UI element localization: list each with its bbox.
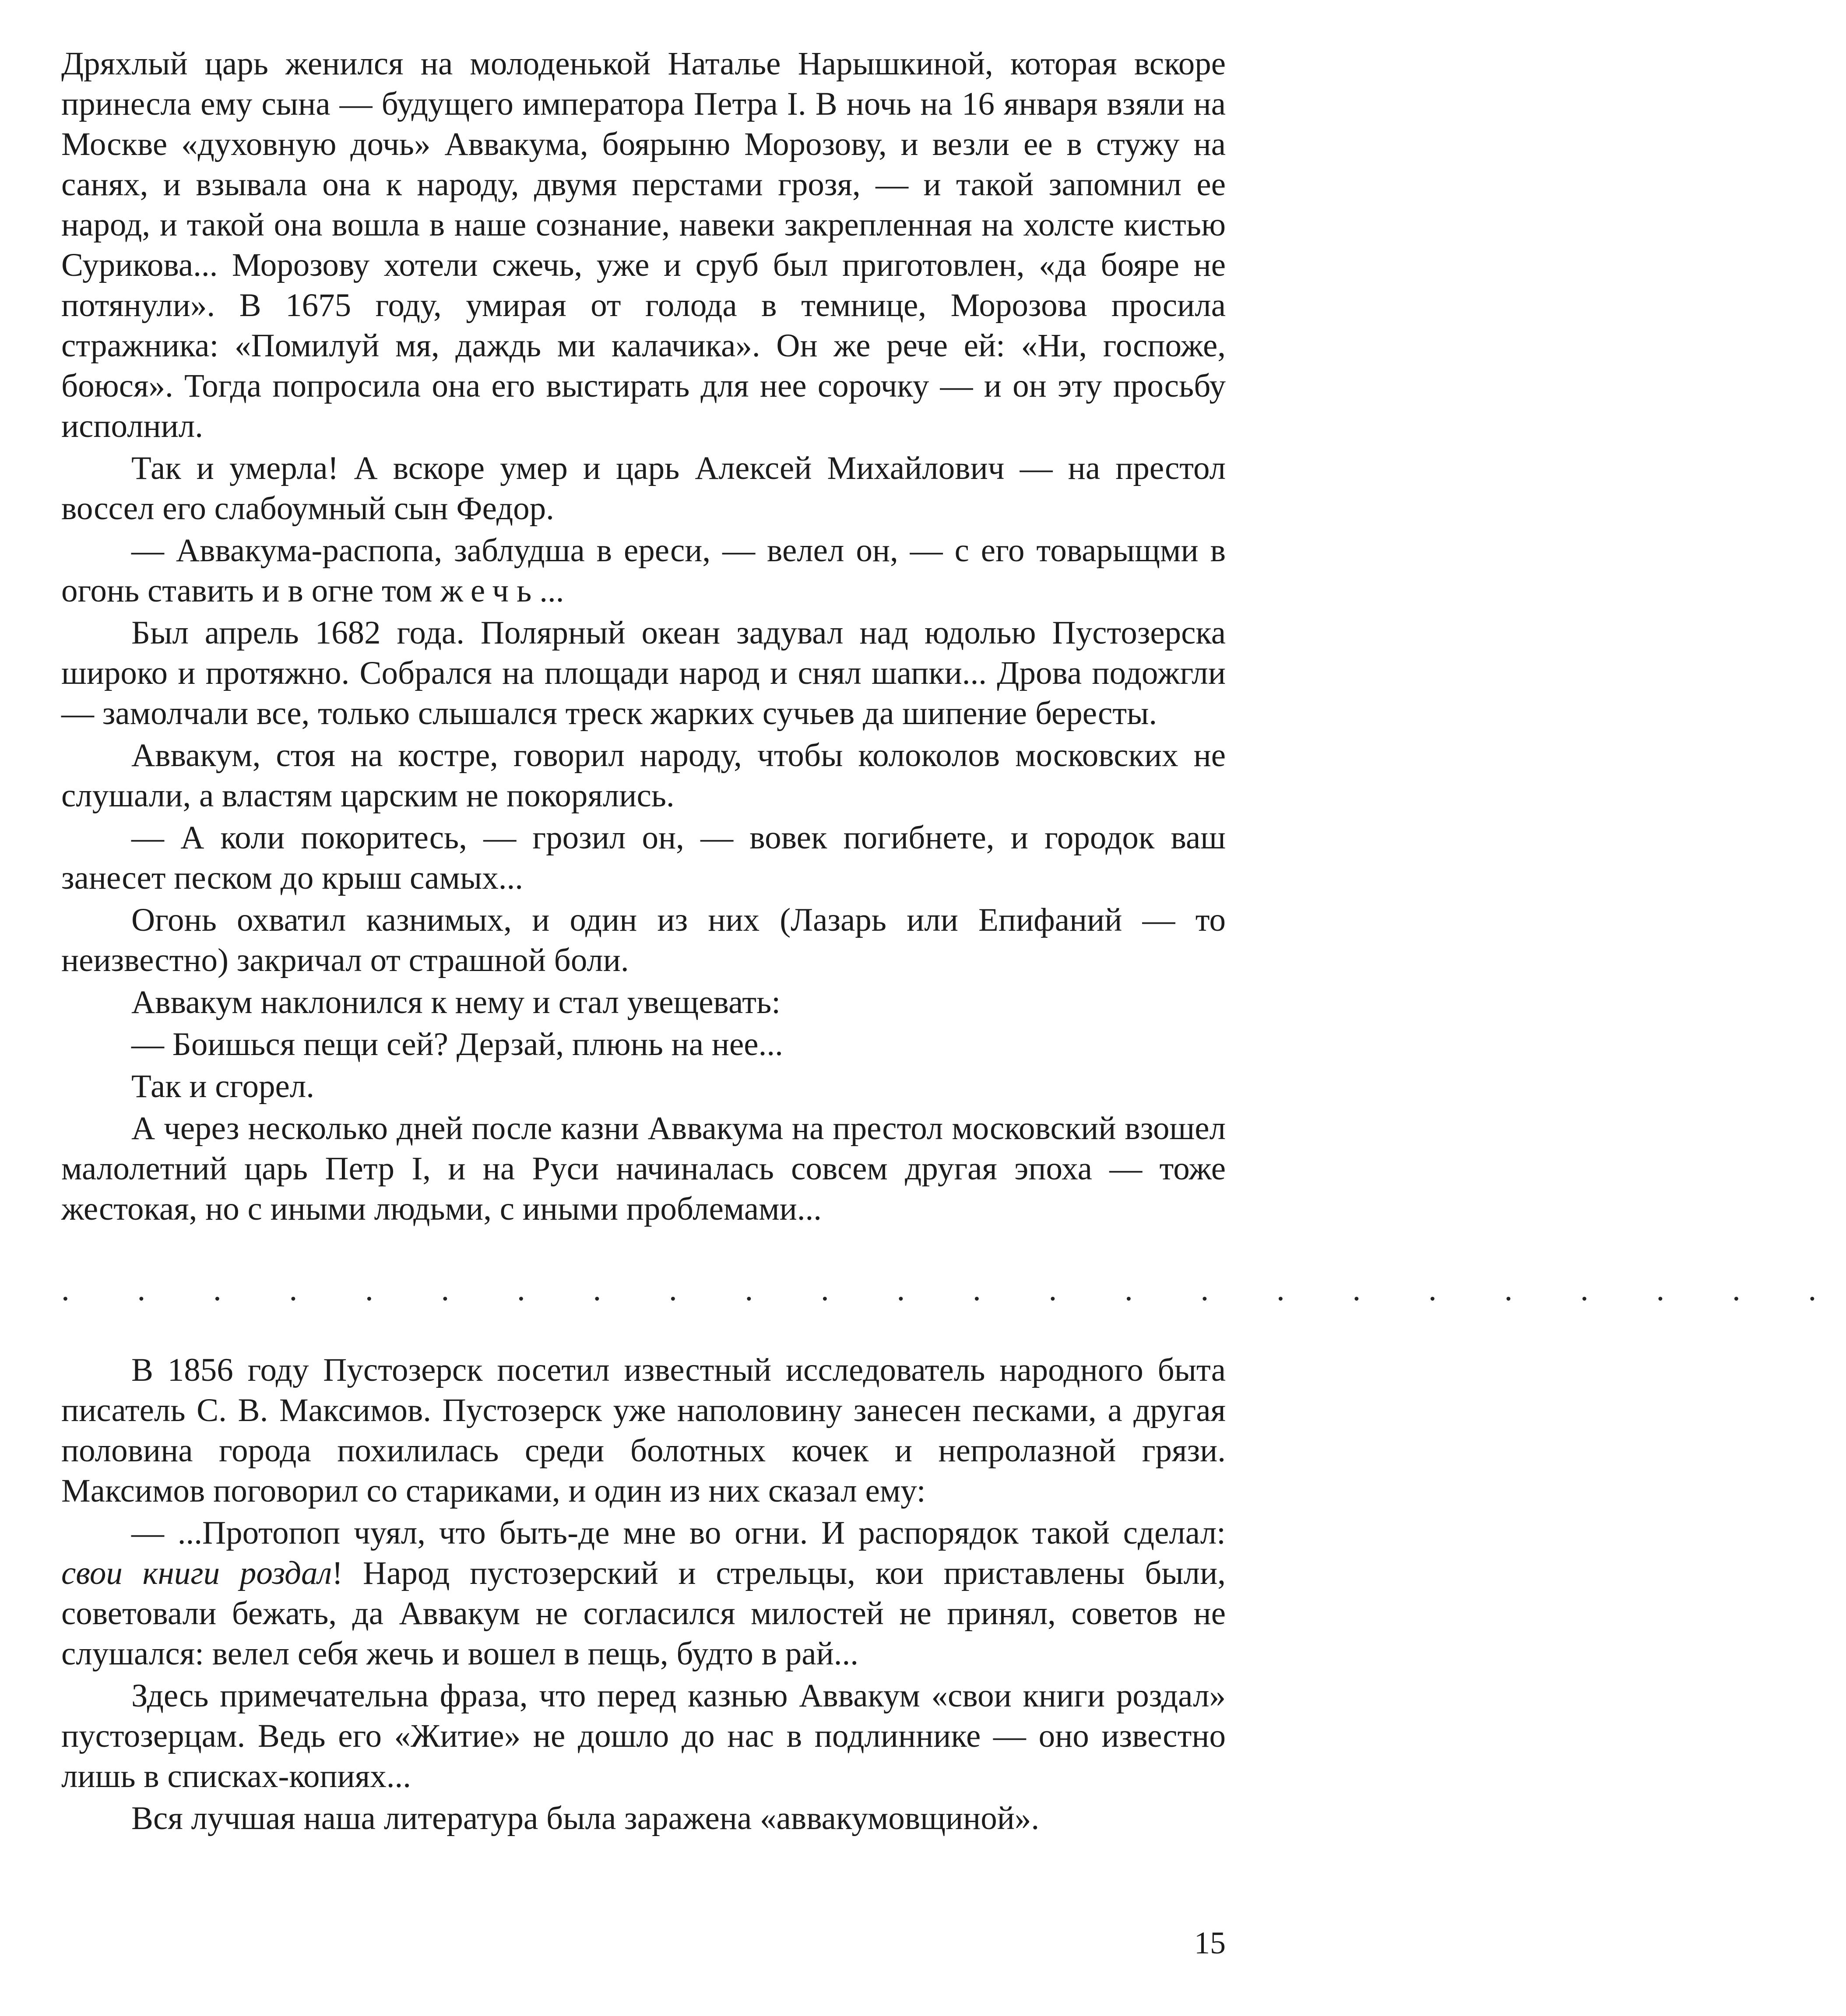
paragraph: Аввакум, стоя на костре, говорил народу, чтобы колоколов московских не слушали, а властям царским не покорялись. (61, 737, 1226, 814)
paragraph: — Боишься пещи сей? Дерзай, плюнь на нее... (131, 1026, 783, 1063)
paragraph: Здесь примечательна фраза, что перед казнью Аввакум «свои книги роздал» пустозерцам. Ведь его «Житие» не дошло до нас в подлиннике — оно известно лишь в списках-копиях... (61, 1678, 1226, 1794)
paragraph: Так и сгорел. (131, 1068, 314, 1105)
paragraph: — А коли покоритесь, — грозил он, — вовек погибнете, и городок ваш занесет песком до крыш самых... (61, 820, 1226, 896)
page-number: 15 (1194, 1925, 1226, 1960)
paragraph: В 1856 году Пустозерск посетил известный исследователь народного быта писатель С. В. Максимов. Пустозерск уже наполовину занесен песками, а другая половина города похилилась среди болотных кочек и непролазной грязи. Максимов поговорил со стариками, и один из них сказал ему: (61, 1352, 1226, 1509)
book-page (61, 44, 1846, 1839)
paragraph: Так и умерла! А вскоре умер и царь Алексей Михайлович — на престол воссел его слабоумный сын Федор. (61, 450, 1226, 527)
paragraph-text: — ...Протопоп чуял, что быть-де мне во огни. И распорядок такой сделал: (131, 1515, 1226, 1551)
paragraph-text: — Аввакума-распопа, заблудша в ереси, — велел он, — с его товарыщми в огонь ставить и в огне том (61, 532, 1226, 609)
paragraph: А через несколько дней после казни Аввакума на престол московский взошел малолетний царь Петр I, и на Руси начиналась совсем другая эпоха — тоже жестокая, но с иными людьми, с иными проблемами... (61, 1110, 1226, 1227)
spaced-emphasis: жечь (440, 573, 540, 609)
paragraph: Вся лучшая наша литература была заражена «аввакумовщиной». (131, 1800, 1040, 1837)
paragraph: Аввакум наклонился к нему и стал увещевать: (131, 984, 781, 1020)
section-separator: . . . . . . . . . . . . . . . . . . . . . . . . (61, 1271, 1846, 1308)
paragraph: Был апрель 1682 года. Полярный океан задувал над юдолью Пустозерска широко и протяжно. Собрался на площади народ и снял шапки... Дрова подожгли — замолчали все, только слышался треск жарких сучьев да шипение бересты. (61, 615, 1226, 732)
italic-emphasis: свои книги роздал (61, 1555, 332, 1591)
paragraph-text: ... (539, 573, 564, 609)
paragraph-text: ! Народ пустозерский и стрельцы, кои приставлены были, советовали бежать, да Аввакум не согласился милостей не принял, советов не слушался: велел себя жечь и вошел в пещь, будто в рай... (61, 1555, 1226, 1672)
paragraph: Огонь охватил казнимых, и один из них (Лазарь или Епифаний — то неизвестно) закричал от страшной боли. (61, 902, 1226, 978)
paragraph (61, 1513, 1226, 1674)
paragraph: Дряхлый царь женился на молоденькой Наталье Нарышкиной, которая вскоре принесла ему сына — будущего императора Петра I. В ночь на 16 января взяли на Москве «духовную дочь» Аввакума, боярыню Морозову, и везли ее в стужу на санях, и взывала она к народу, двумя перстами грозя, — и такой запомнил ее народ, и такой она вошла в наше сознание, навеки закрепленная на холсте кистью Сурикова... Морозову хотели сжечь, уже и сруб был приготовлен, «да бояре не потянули». В 1675 году, умирая от голода в темнице, Морозова просила стражника: «Помилуй мя, даждь ми калачика». Он же рече ей: «Ни, госпоже, боюся». Тогда попросила она его выстирать для нее сорочку — и он эту просьбу исполнил. (61, 46, 1226, 444)
paragraph (61, 531, 1226, 611)
